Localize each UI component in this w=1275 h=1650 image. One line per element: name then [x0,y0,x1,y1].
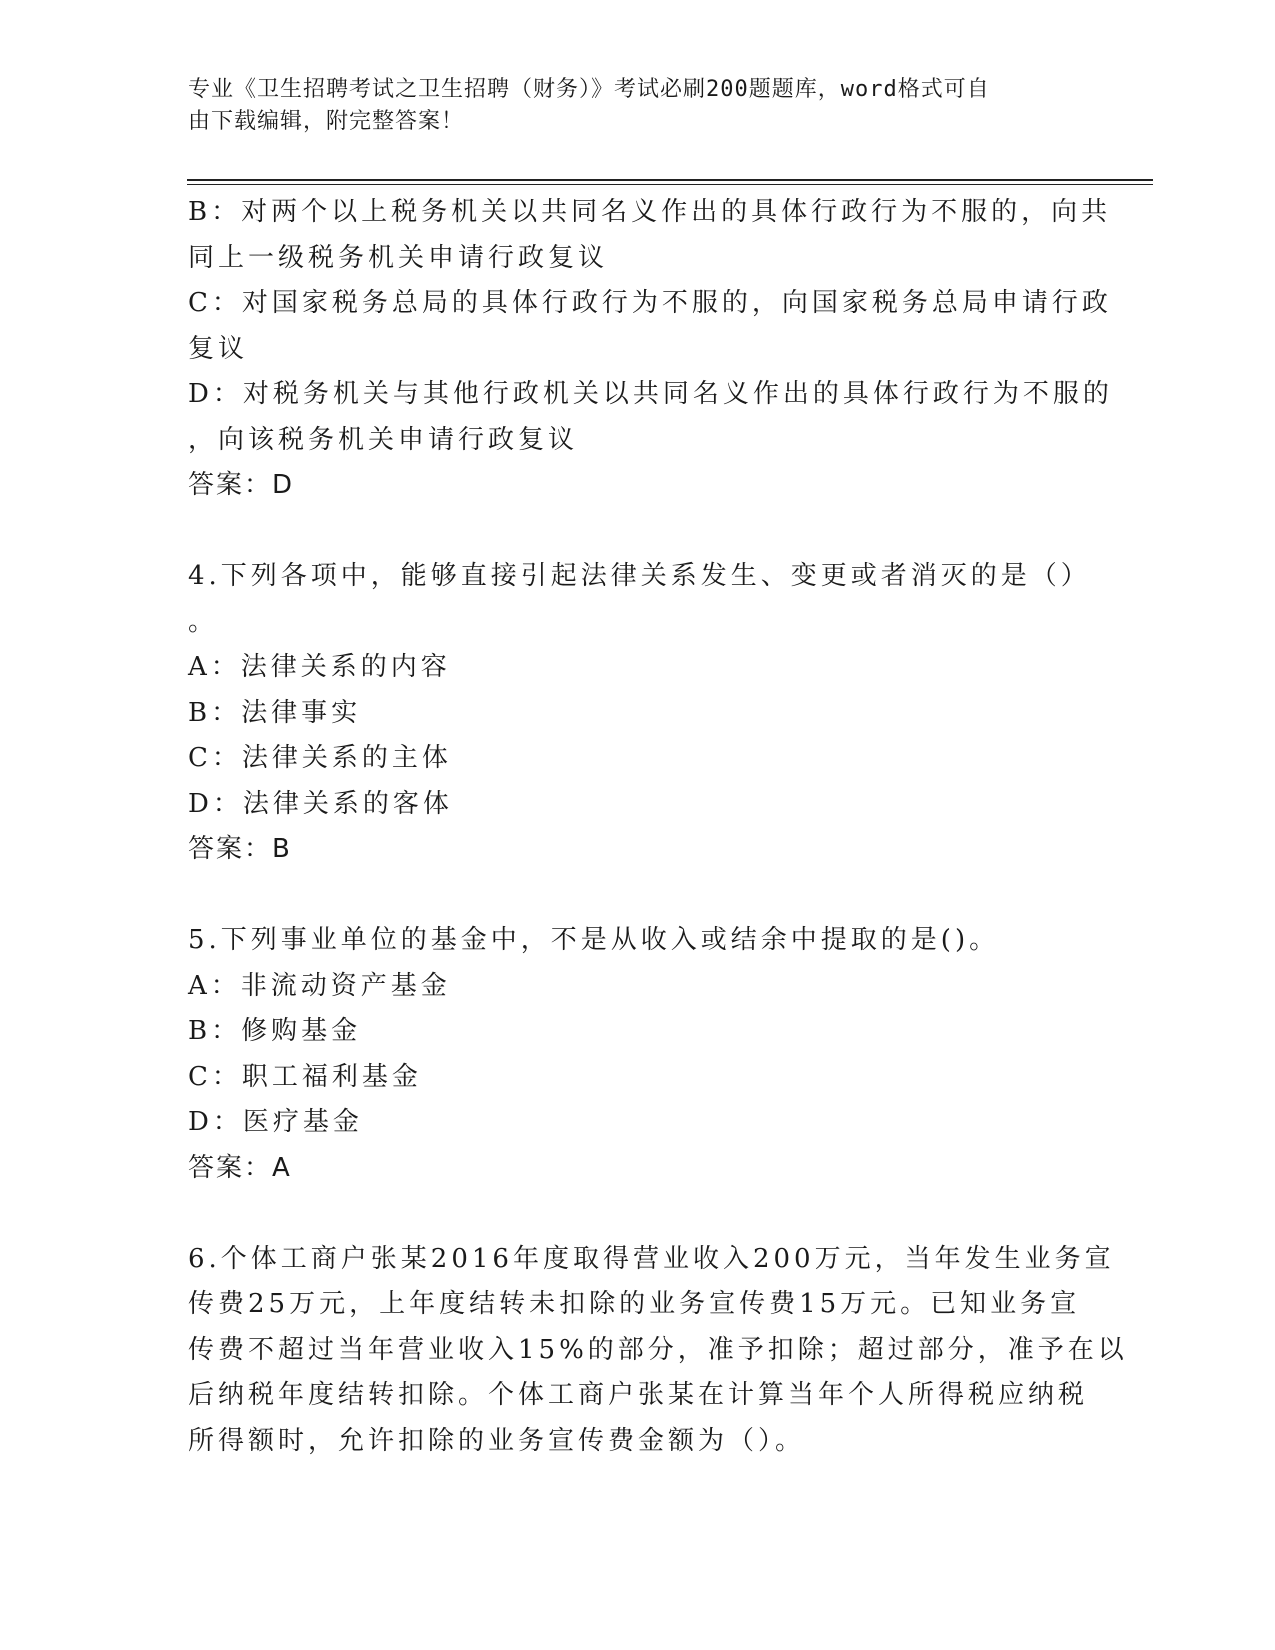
question-5 [188,918,1088,1191]
q6-stem-line-3: 传费不超过当年营业收入15%的部分，准予扣除；超过部分，准予在以 [188,1334,1128,1365]
question-3 [188,190,1113,509]
q6-stem-line-1: 6.个体工商户张某2016年度取得营业收入200万元，当年发生业务宣 [188,1243,1115,1274]
q3-option-d-line-1: D：对税务机关与其他行政机关以共同名义作出的具体行政行为不服的 [188,379,1113,409]
q3-answer: 答案：D [188,470,295,500]
q5-option-d: D：医疗基金 [188,1107,363,1137]
q5-option-c: C：职工福利基金 [188,1061,422,1092]
question-4 [188,554,1091,873]
q4-option-a: A：法律关系的内容 [188,652,451,682]
q6-stem-line-5: 所得额时，允许扣除的业务宣传费金额为（）。 [188,1425,806,1456]
spacer [188,873,1088,919]
q4-option-c: C：法律关系的主体 [188,743,452,773]
header-rule-thin [187,184,1153,185]
document-header [188,74,1068,138]
q4-option-d: D：法律关系的客体 [188,788,453,819]
q3-option-c-line-2: 复议 [188,333,249,364]
q4-option-b: B：法律事实 [188,697,362,728]
q3-option-b-line-1: B：对两个以上税务机关以共同名义作出的具体行政行为不服的，向共 [188,197,1112,227]
document-body [188,190,1128,1464]
q5-option-b: B：修购基金 [188,1016,362,1046]
header-line-1: 专业《卫生招聘考试之卫生招聘（财务）》考试必刷200题题库，word格式可自 [188,77,990,102]
q4-stem-line-2: 。 [188,606,219,637]
spacer [188,509,1088,555]
q4-answer: 答案：B [188,834,292,864]
q3-option-d-line-2: ，向该税务机关申请行政复议 [188,424,579,455]
q6-stem-line-4: 后纳税年度结转扣除。个体工商户张某在计算当年个人所得税应纳税 [188,1380,1089,1410]
header-line-2: 由下载编辑，附完整答案！ [188,109,465,134]
q3-option-b-line-2: 同上一级税务机关申请行政复议 [188,242,609,273]
header-rule-thick [187,179,1153,181]
q6-stem-line-2: 传费25万元，上年度结转未扣除的业务宣传费15万元。已知业务宣 [188,1289,1081,1319]
q5-option-a: A：非流动资产基金 [188,970,451,1001]
q4-stem-line-1: 4.下列各项中，能够直接引起法律关系发生、变更或者消灭的是（） [188,561,1091,591]
question-6 [188,1237,1128,1465]
q5-stem: 5.下列事业单位的基金中，不是从收入或结余中提取的是()。 [188,925,1000,955]
spacer [188,1191,1088,1237]
q3-option-c-line-1: C：对国家税务总局的具体行政行为不服的，向国家税务总局申请行政 [188,288,1112,318]
q5-answer: 答案：A [188,1152,292,1183]
